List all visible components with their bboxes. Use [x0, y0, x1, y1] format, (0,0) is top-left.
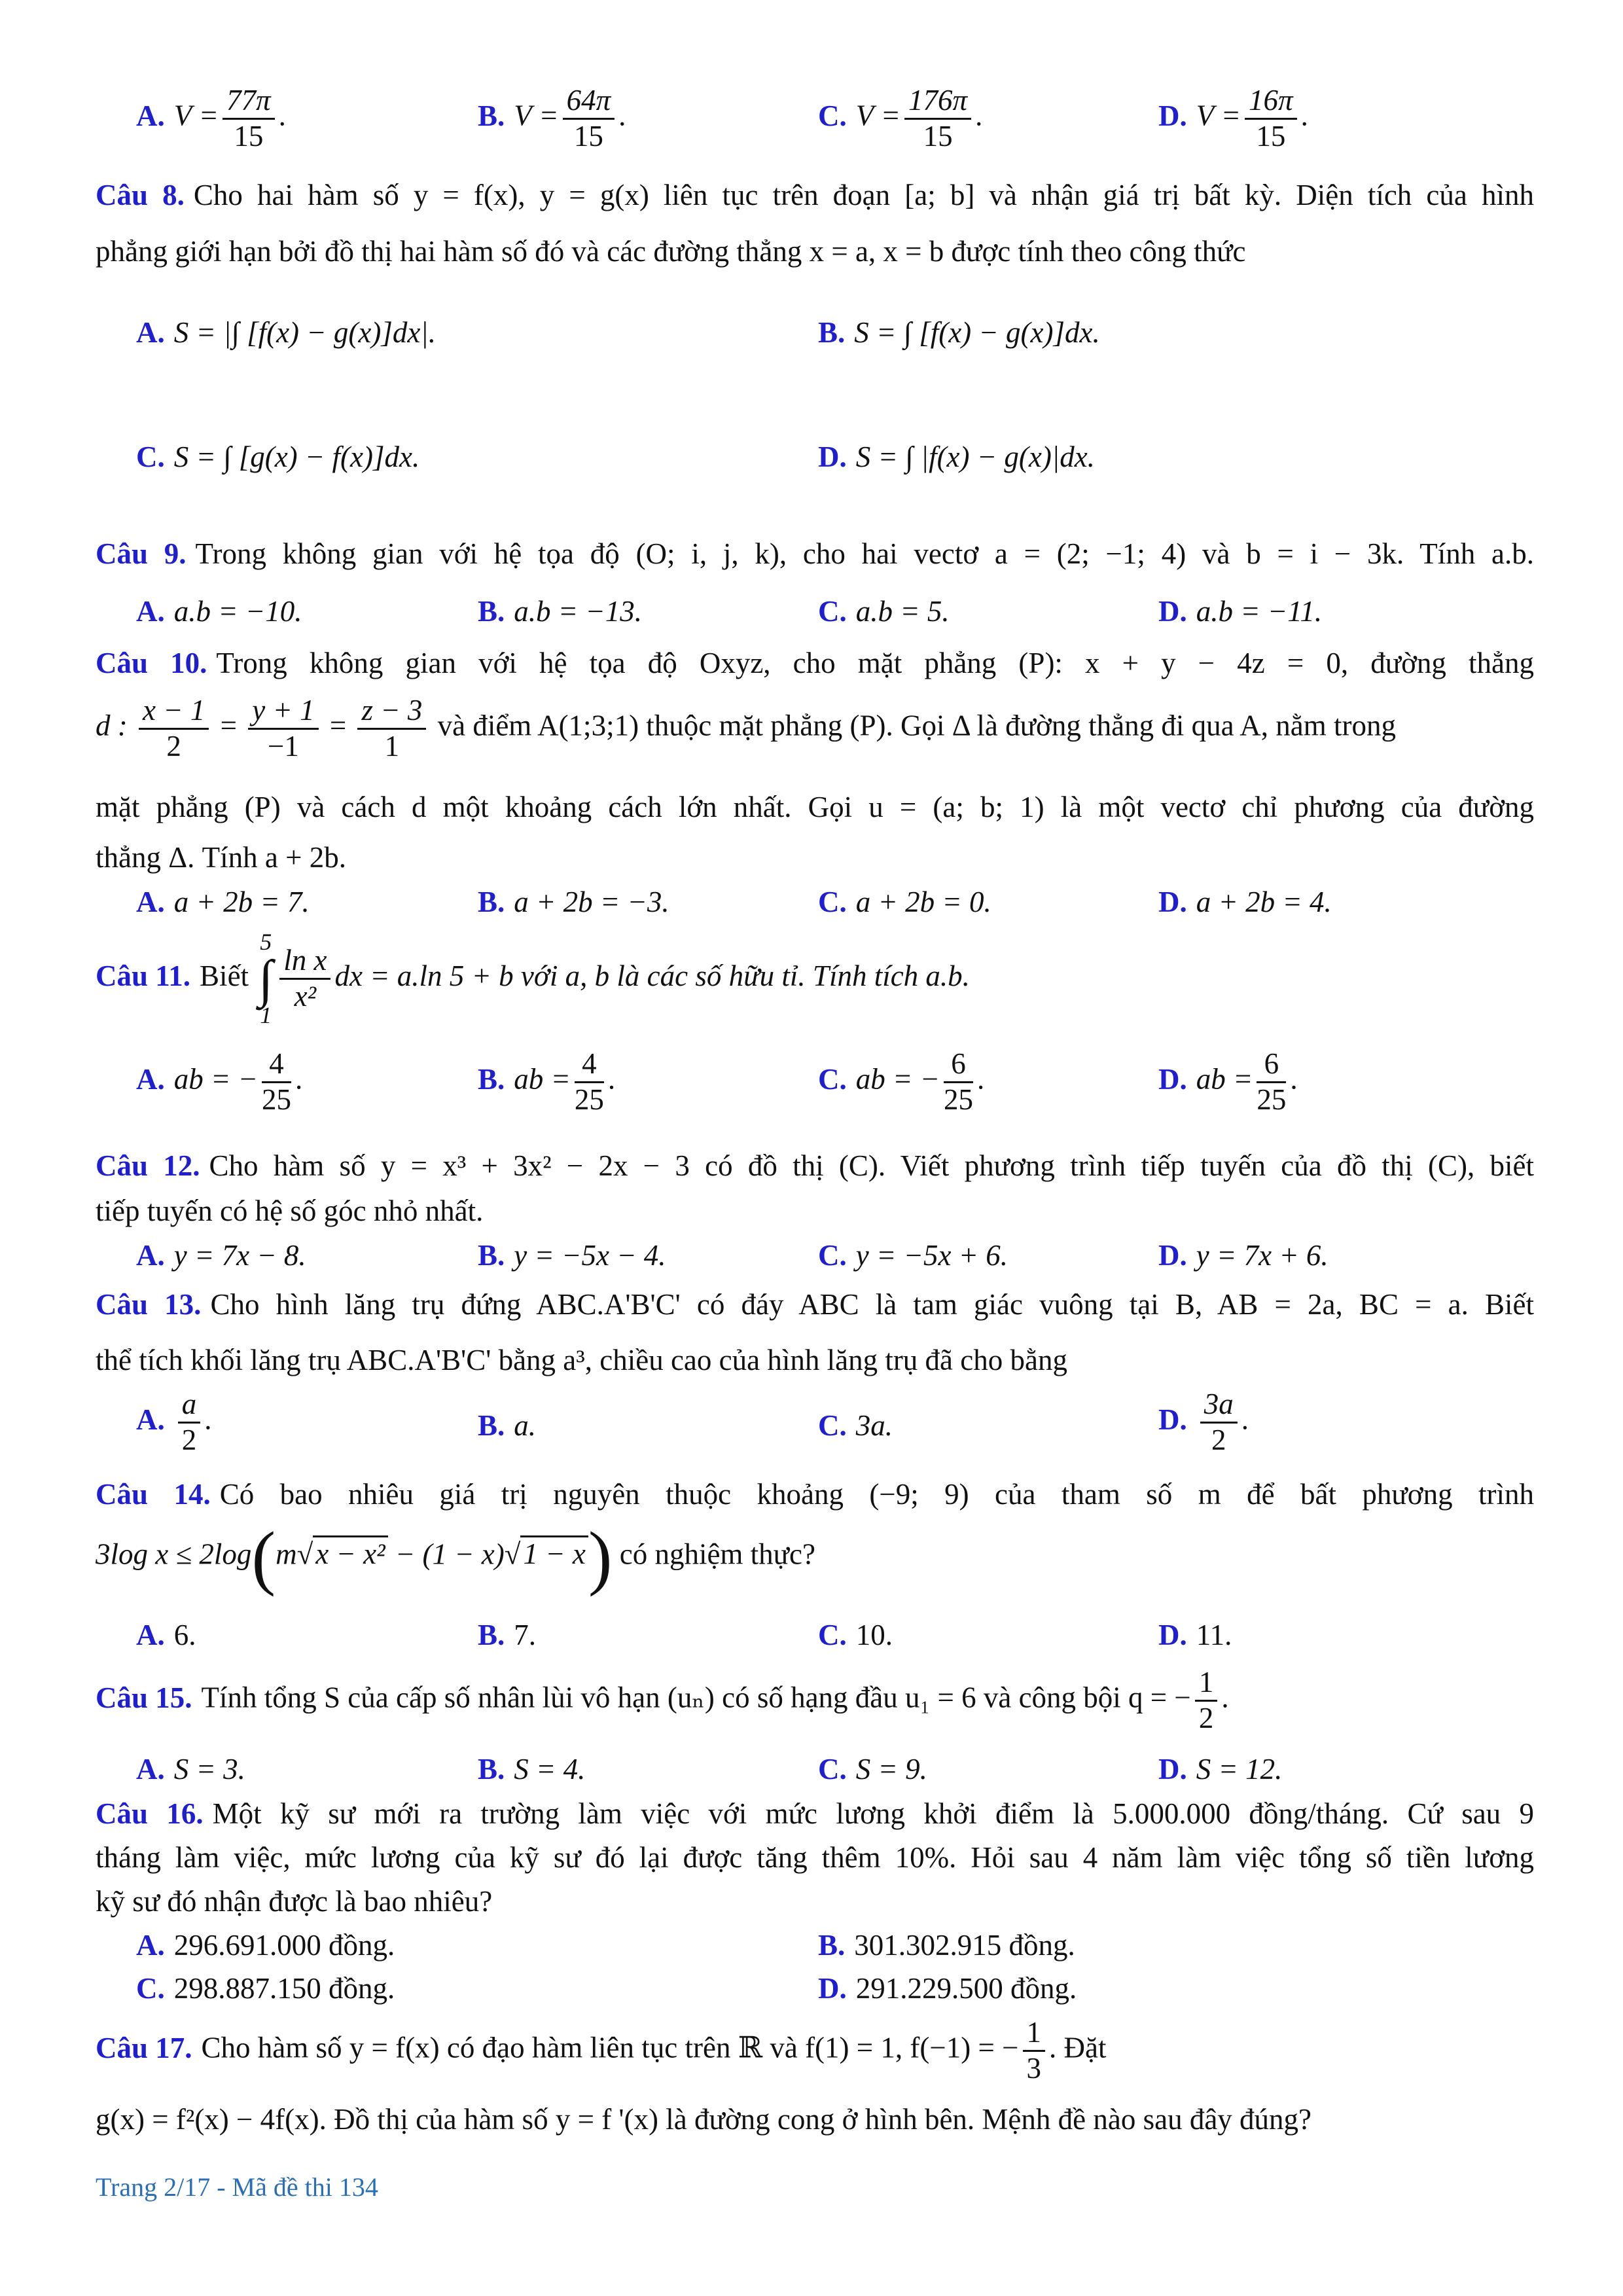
- q8-options-row1: [96, 288, 1534, 393]
- q16-stem-line3: kỹ sư đó nhận được là bao nhiêu?: [96, 1885, 493, 1918]
- q7-option-d[interactable]: D. V = $\frac{16\pi}{15}$ .: [1158, 84, 1308, 152]
- q9-option-c[interactable]: C. a.b = 5.: [818, 595, 950, 628]
- q13-option-b[interactable]: B. a.: [478, 1409, 537, 1442]
- q8-option-b[interactable]: B. S = ∫ [f(x) − g(x)]dx.: [818, 316, 1100, 349]
- q12-option-d[interactable]: D. y = 7x + 6.: [1158, 1239, 1329, 1272]
- q13-stem-line1: Câu 13. Cho hình lăng trụ đứng ABC.A'B'C' có đáy ABC là tam giác vuông tại B, AB = 2a, BC = a. Biết: [96, 1288, 1535, 1321]
- q14-stem-line2: 3log x ≤ 2log(m√x − x² − (1 − x)√1 − x) có nghiệm thực?: [96, 1517, 816, 1597]
- q12-options: [96, 1237, 1534, 1276]
- q16-stem-line2: tháng làm việc, mức lương của kỹ sư đó lại được tăng thêm 10%. Hỏi sau 4 năm làm việc tổng số tiền lương: [96, 1841, 1534, 1874]
- q9-option-a[interactable]: A. a.b = −10.: [136, 595, 302, 628]
- q10-stem-line4: thẳng Δ. Tính a + 2b.: [96, 841, 347, 874]
- q8-option-c[interactable]: C. S = ∫ [g(x) − f(x)]dx.: [136, 440, 420, 473]
- q15-option-d[interactable]: D. S = 12.: [1158, 1753, 1283, 1785]
- q16-options-row1: [96, 1927, 1534, 1966]
- q16-option-a[interactable]: A. 296.691.000 đồng.: [136, 1929, 395, 1962]
- q15-options: [96, 1751, 1534, 1790]
- q12-option-b[interactable]: B. y = −5x − 4.: [478, 1239, 666, 1272]
- q13-options: [96, 1388, 1534, 1473]
- q7-options: [96, 84, 1534, 169]
- q16-option-c[interactable]: C. 298.887.150 đồng.: [136, 1972, 395, 2005]
- q15-option-c[interactable]: C. S = 9.: [818, 1753, 927, 1785]
- q13-option-c[interactable]: C. 3a.: [818, 1409, 893, 1442]
- page-footer: Trang 2/17 - Mã đề thi 134: [96, 2172, 378, 2202]
- integral-sign: 5 ∫ 1: [259, 929, 274, 1028]
- q9-stem: Câu 9. Trong không gian với hệ tọa độ (O; i, j, k), cho hai vectơ a = (2; −1; 4) và b = i − 3k. Tính a.b.: [96, 537, 1534, 570]
- q11-option-a[interactable]: A. ab = − $\frac{4}{25}$ .: [136, 1047, 303, 1116]
- q10-option-d[interactable]: D. a + 2b = 4.: [1158, 886, 1332, 918]
- q8-options-row2: [96, 412, 1534, 517]
- q14-option-c[interactable]: C. 10.: [818, 1619, 893, 1651]
- q16-option-d[interactable]: D. 291.229.500 đồng.: [818, 1972, 1077, 2005]
- q15-option-a[interactable]: A. S = 3.: [136, 1753, 245, 1785]
- q10-option-c[interactable]: C. a + 2b = 0.: [818, 886, 991, 918]
- q8-stem-line1: Câu 8. Cho hai hàm số y = f(x), y = g(x) liên tục trên đoạn [a; b] và nhận giá trị bất kỳ. Diện tích của hình: [96, 179, 1534, 211]
- q14-stem-line1: Câu 14. Có bao nhiêu giá trị nguyên thuộc khoảng (−9; 9) của tham số m để bất phương trình: [96, 1478, 1534, 1511]
- q15-option-b[interactable]: B. S = 4.: [478, 1753, 586, 1785]
- q12-stem-line2: tiếp tuyến có hệ số góc nhỏ nhất.: [96, 1194, 484, 1227]
- q12-stem-line1: Câu 12. Cho hàm số y = x³ + 3x² − 2x − 3 có đồ thị (C). Viết phương trình tiếp tuyến của đồ thị (C), biết: [96, 1149, 1535, 1182]
- q10-option-b[interactable]: B. a + 2b = −3.: [478, 886, 669, 918]
- q10-stem-line3: mặt phẳng (P) và cách d một khoảng cách lớn nhất. Gọi u = (a; b; 1) là một vectơ chỉ phương của đường: [96, 791, 1534, 823]
- q10-option-a[interactable]: A. a + 2b = 7.: [136, 886, 310, 918]
- q14-option-b[interactable]: B. 7.: [478, 1619, 537, 1651]
- q13-stem-line2: thể tích khối lăng trụ ABC.A'B'C' bằng a³, chiều cao của hình lăng trụ đã cho bằng: [96, 1344, 1067, 1376]
- q8-option-d[interactable]: D. S = ∫ |f(x) − g(x)|dx.: [818, 440, 1095, 473]
- q10-stem-line1: Câu 10. Trong không gian với hệ tọa độ Oxyz, cho mặt phẳng (P): x + y − 4z = 0, đường thẳng: [96, 647, 1534, 679]
- q7-option-c[interactable]: C. V = $\frac{176\pi}{15}$ .: [818, 84, 983, 152]
- q14-options: [96, 1617, 1534, 1656]
- q11-option-c[interactable]: C. ab = − $\frac{6}{25}$ .: [818, 1047, 985, 1116]
- q12-option-c[interactable]: C. y = −5x + 6.: [818, 1239, 1008, 1272]
- q12-option-a[interactable]: A. y = 7x − 8.: [136, 1239, 306, 1272]
- q16-option-b[interactable]: B. 301.302.915 đồng.: [818, 1929, 1075, 1962]
- q14-option-a[interactable]: A. 6.: [136, 1619, 196, 1651]
- q10-stem-line2: d : $\frac{x - 1}{2}$ = $\frac{y + 1}{-1}$ = $\frac{z - 3}{1}$ và điểm A(1;3;1) thuộc mặt phẳng (P). Gọi Δ là đường thẳng đi qua A, nằm trong: [96, 694, 1397, 762]
- q11-option-d[interactable]: D. ab = $\frac{6}{25}$ .: [1158, 1047, 1298, 1116]
- q8-option-a[interactable]: A. S = |∫ [f(x) − g(x)]dx|.: [136, 316, 436, 349]
- q11-option-b[interactable]: B. ab = $\frac{4}{25}$ .: [478, 1047, 616, 1116]
- q9-option-b[interactable]: B. a.b = −13.: [478, 595, 642, 628]
- q16-stem-line1: Câu 16. Một kỹ sư mới ra trường làm việc với mức lương khởi điểm là 5.000.000 đồng/tháng. Cứ sau 9: [96, 1797, 1535, 1830]
- q9-options: [96, 593, 1534, 632]
- q17-stem-line1: Câu 17. Cho hàm số y = f(x) có đạo hàm liên tục trên ℝ và f(1) = 1, f(−1) = − $\frac{1}{3}$ . Đặt: [96, 2016, 1107, 2085]
- q8-stem-line2: phẳng giới hạn bởi đồ thị hai hàm số đó và các đường thẳng x = a, x = b được tính theo công thức: [96, 235, 1246, 268]
- q15-stem: Câu 15. Tính tổng S của cấp số nhân lùi vô hạn (uₙ) có số hạng đầu u₁ = 6 và công bội q = − $\frac{1}{2}$ .: [96, 1666, 1229, 1734]
- q17-stem-line2: g(x) = f²(x) − 4f(x). Đồ thị của hàm số y = f '(x) là đường cong ở hình bên. Mệnh đề nào sau đây đúng?: [96, 2103, 1312, 2136]
- q10-options: [96, 884, 1534, 923]
- q7-option-a[interactable]: A. V = $\frac{77\pi}{15}$ .: [136, 84, 286, 152]
- q11-options: [96, 1047, 1534, 1132]
- q14-option-d[interactable]: D. 11.: [1158, 1619, 1232, 1651]
- q16-options-row2: [96, 1970, 1534, 2009]
- q9-option-d[interactable]: D. a.b = −11.: [1158, 595, 1323, 628]
- q11-stem: Câu 11. Biết 5 ∫ 1 $\frac{\text{ln x}}{\text{x²}}$ dx = a.ln 5 + b với a, b là các số hữu tỉ. Tính tích a.b.: [96, 929, 970, 1028]
- q13-option-d[interactable]: D. $\frac{3a}{2}$ .: [1158, 1388, 1249, 1456]
- q7-option-b[interactable]: B. V = $\frac{64\pi}{15}$ .: [478, 84, 626, 152]
- q13-option-a[interactable]: A. $\frac{a}{2}$ .: [136, 1388, 212, 1456]
